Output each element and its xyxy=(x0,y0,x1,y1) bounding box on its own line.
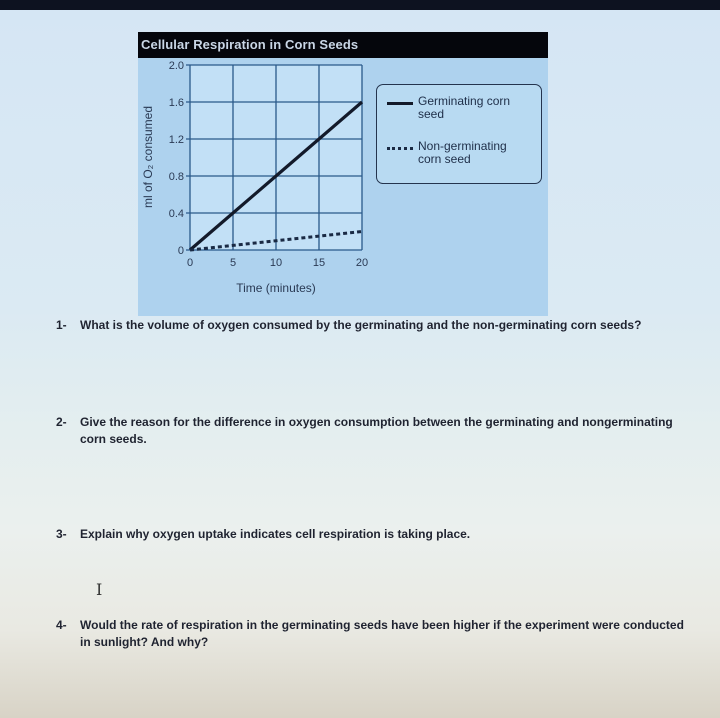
legend-item-non-germinating: Non-germinating corn seed xyxy=(387,140,528,166)
svg-text:0.4: 0.4 xyxy=(168,208,184,220)
y-tick-labels xyxy=(169,60,184,257)
svg-text:1.2: 1.2 xyxy=(168,134,184,146)
svg-text:10: 10 xyxy=(269,257,283,269)
dashed-line-swatch-icon xyxy=(387,147,413,150)
svg-text:0.8: 0.8 xyxy=(168,171,184,183)
worksheet-page: Cellular Respiration in Corn Seeds 0 0.4 0.8 1.2 1.6 2.0 0 5 10 15 20 Time (minutes) ml of O₂ consumed Germinating corn seed Non-germinating corn seed 1- What is the volume of oxygen consumed by the germinating and the non-germinating corn seeds? 2- Give the reason for the difference in oxygen consumption between the germinating and nongerminating corn seeds. 3- Explain why oxygen uptake indicates cell respiration is taking place. 4- Would the rate of respiration in the germinating seeds have been higher if the experiment were conducted in sunlight? And why? I xyxy=(0,10,720,718)
x-axis-label: Time (minutes) xyxy=(236,281,316,295)
chart-title: Cellular Respiration in Corn Seeds xyxy=(138,32,548,58)
svg-text:1.6: 1.6 xyxy=(168,97,184,109)
legend-item-germinating: Germinating corn seed xyxy=(387,95,528,121)
chart-panel xyxy=(138,32,548,316)
svg-text:2.0: 2.0 xyxy=(168,60,184,72)
svg-text:5: 5 xyxy=(229,257,237,269)
y-axis-label: ml of O₂ consumed xyxy=(141,105,155,209)
text-cursor-icon: I xyxy=(96,580,103,599)
solid-line-swatch-icon xyxy=(387,102,413,105)
svg-text:0: 0 xyxy=(177,245,184,257)
chart-legend xyxy=(376,84,542,184)
x-tick-labels xyxy=(187,257,368,269)
svg-text:15: 15 xyxy=(312,257,326,269)
svg-text:20: 20 xyxy=(355,257,369,269)
svg-text:0: 0 xyxy=(186,257,194,269)
monitor-bezel xyxy=(0,0,720,10)
